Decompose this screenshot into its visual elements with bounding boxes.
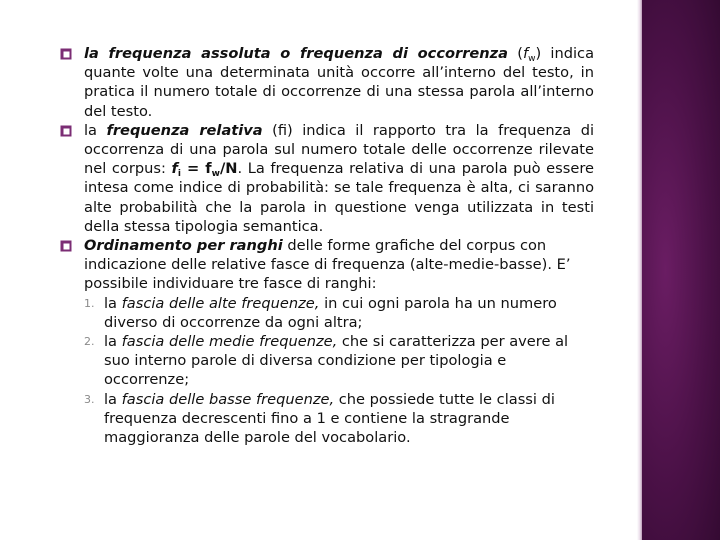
formula-f: f [171, 160, 178, 178]
formula-n: /N [219, 160, 238, 178]
checkbox-bullet-icon [60, 48, 72, 60]
range-lead: la [104, 294, 122, 312]
list-number: 2. [84, 335, 95, 349]
bullet-text: indica il rapporto tra la frequenza di occorrenza di una parola sul numero totale delle occorrenze rilevate nel corpus: [84, 121, 595, 178]
symbol-fw-sub: w [528, 54, 536, 64]
slide-content [84, 44, 594, 447]
formula-sub-w: w [211, 169, 220, 180]
bullet-text: delle forme grafiche del corpus con indicazione delle relative fasce di frequenza (alte-medie-basse). E’ possibile individuare tre fasce di ranghi: [84, 237, 571, 293]
bullet-lead: la [84, 121, 107, 139]
list-number: 1. [84, 296, 95, 310]
range-text: in cui ogni parola ha un numero diverso di occorrenze da ogni altra; [104, 294, 557, 331]
symbol-fi: (fi) [262, 121, 293, 139]
paren-open: ( [508, 45, 523, 62]
symbol-fw: f [522, 45, 529, 62]
range-item-alte [84, 294, 594, 332]
bullet-text: indica quante volte una determinata unità occorre all’interno del testo, in pratica il numero totale di occorrenze di una stessa parola all’interno del testo. [84, 45, 595, 120]
range-term: fascia delle medie frequenze, [121, 333, 338, 351]
range-text: che si caratterizza per avere al suo interno parole di diversa condizione per tipologia e occorrenze; [104, 333, 569, 389]
range-text: che possiede tutte le classi di frequenza decrescenti fino a 1 e contiene la stragrande maggioranza delle parole del vocabolario. [104, 390, 555, 447]
formula-equals: = f [180, 160, 212, 178]
bullet-ordinamento [84, 236, 594, 447]
checkbox-bullet-icon [60, 125, 72, 137]
term-frequenza-relativa: frequenza relativa [106, 121, 263, 139]
range-term: fascia delle basse frequenze, [121, 390, 335, 408]
range-lead: la [104, 333, 122, 351]
range-term: fascia delle alte frequenze, [121, 294, 320, 312]
bullet-frequenza-relativa [84, 121, 594, 236]
range-lead: la [104, 390, 122, 408]
formula-sub-i: i [177, 169, 181, 180]
bullet-frequenza-assoluta [84, 44, 594, 121]
range-item-basse [84, 390, 594, 448]
bullet-text-2: . La frequenza relativa di una parola può essere intesa come indice di probabilità: se tale frequenza è alta, ci saranno alte probabilità che la parola in questione venga utilizzata in testi della stessa tipologia semantica. [84, 160, 595, 235]
list-number: 3. [84, 392, 95, 406]
paren-close: ) [535, 45, 542, 62]
accent-sidebar [642, 0, 720, 540]
term-ordinamento: Ordinamento per ranghi [84, 237, 283, 255]
range-item-medie [84, 332, 594, 390]
checkbox-bullet-icon [60, 240, 72, 252]
term-frequenza-assoluta: la frequenza assoluta o frequenza di occorrenza [84, 45, 509, 62]
